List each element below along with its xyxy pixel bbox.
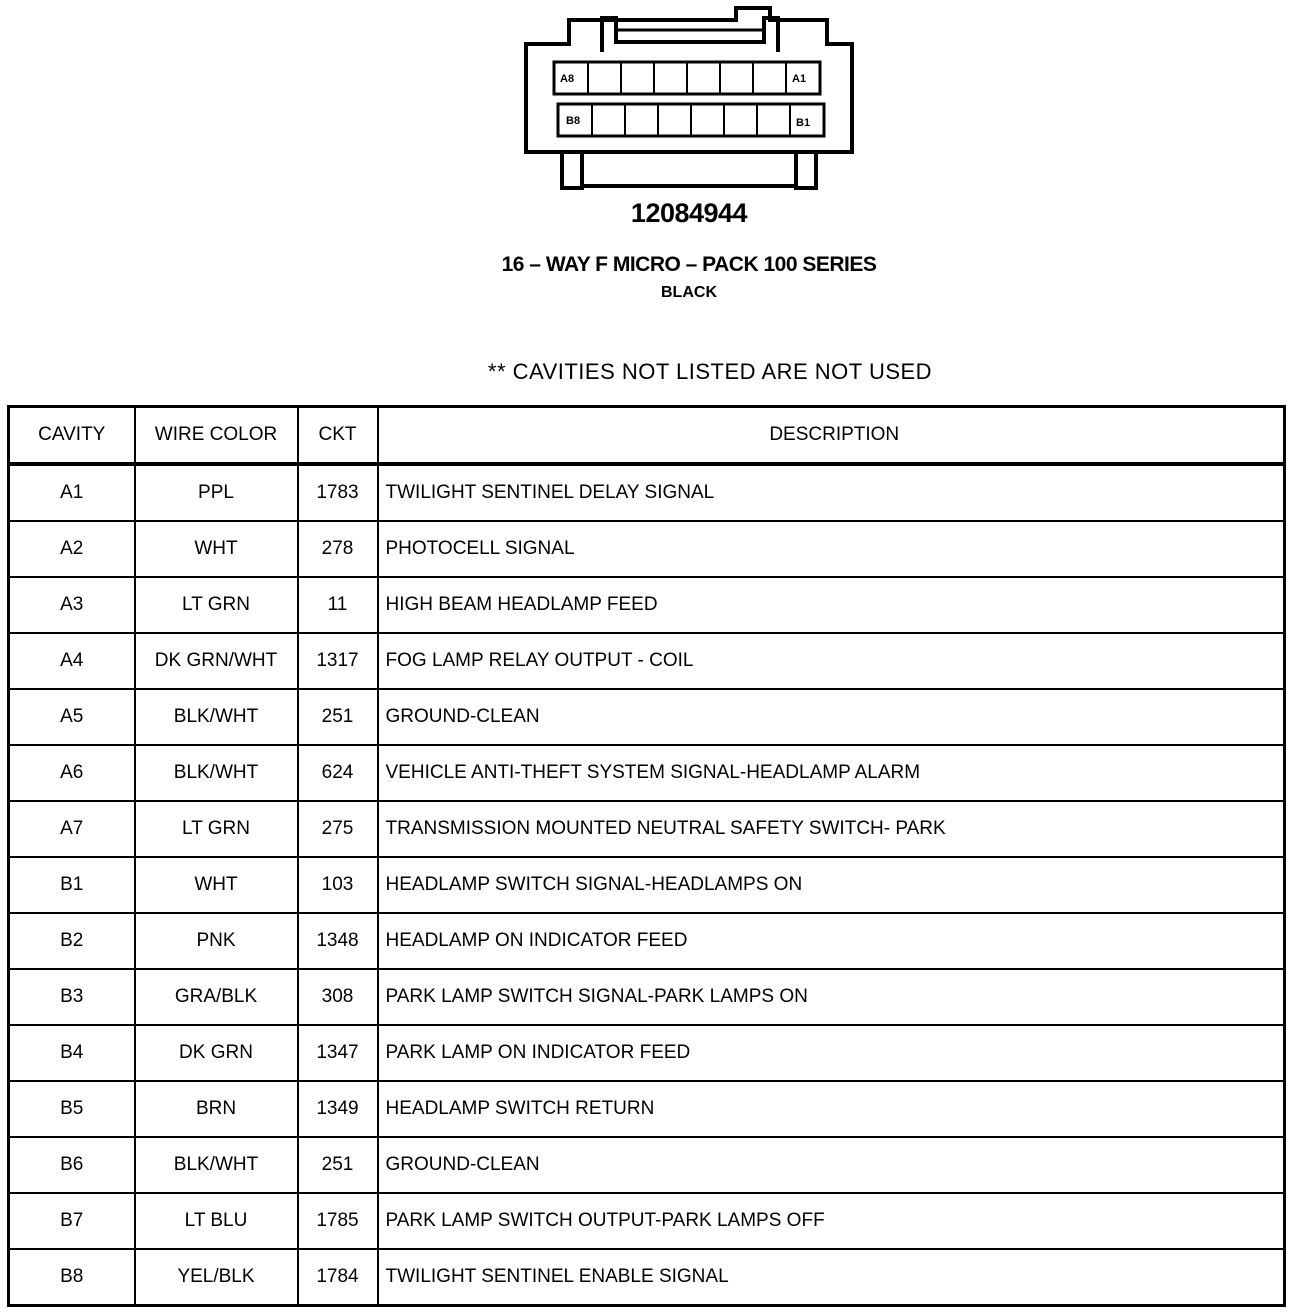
circuit-number-cell: 251 bbox=[298, 1137, 378, 1193]
cavity-cell: B7 bbox=[9, 1193, 135, 1249]
circuit-number-cell: 251 bbox=[298, 689, 378, 745]
description-cell: TWILIGHT SENTINEL ENABLE SIGNAL bbox=[378, 1249, 1285, 1306]
cavity-cell: A6 bbox=[9, 745, 135, 801]
description-cell: HEADLAMP SWITCH SIGNAL-HEADLAMPS ON bbox=[378, 857, 1285, 913]
wire-color-cell: PPL bbox=[135, 464, 298, 521]
description-cell: PARK LAMP SWITCH SIGNAL-PARK LAMPS ON bbox=[378, 969, 1285, 1025]
connector-face-diagram bbox=[524, 6, 854, 194]
part-number: 12084944 bbox=[630, 198, 748, 228]
description-cell: FOG LAMP RELAY OUTPUT - COIL bbox=[378, 633, 1285, 689]
cavity-cell: A3 bbox=[9, 577, 135, 633]
table-row bbox=[9, 745, 1285, 801]
circuit-number-cell: 1348 bbox=[298, 913, 378, 969]
wire-color-cell: DK GRN bbox=[135, 1025, 298, 1081]
cavity-cell: B4 bbox=[9, 1025, 135, 1081]
table-row bbox=[9, 857, 1285, 913]
table-row bbox=[9, 577, 1285, 633]
circuit-number-cell: 275 bbox=[298, 801, 378, 857]
unused-cavities-note: ** CAVITIES NOT LISTED ARE NOT USED bbox=[487, 359, 933, 384]
header-wire-color: WIRE COLOR bbox=[135, 407, 298, 465]
connector-name: 16 – WAY F MICRO – PACK 100 SERIES bbox=[501, 253, 877, 276]
cavity-cell: B5 bbox=[9, 1081, 135, 1137]
cavity-cell: B1 bbox=[9, 857, 135, 913]
description-cell: PARK LAMP ON INDICATOR FEED bbox=[378, 1025, 1285, 1081]
header-cavity: CAVITY bbox=[9, 407, 135, 465]
table-row bbox=[9, 1193, 1285, 1249]
wire-color-cell: YEL/BLK bbox=[135, 1249, 298, 1306]
wire-color-cell: BLK/WHT bbox=[135, 745, 298, 801]
wire-color-cell: DK GRN/WHT bbox=[135, 633, 298, 689]
circuit-number-cell: 1785 bbox=[298, 1193, 378, 1249]
cavity-cell: A4 bbox=[9, 633, 135, 689]
connector-latch bbox=[602, 18, 778, 52]
cavity-label-b8: B8 bbox=[566, 115, 581, 127]
wire-color-cell: LT GRN bbox=[135, 577, 298, 633]
connector-leg-left bbox=[562, 152, 582, 188]
description-cell: PARK LAMP SWITCH OUTPUT-PARK LAMPS OFF bbox=[378, 1193, 1285, 1249]
circuit-number-cell: 308 bbox=[298, 969, 378, 1025]
description-cell: GROUND-CLEAN bbox=[378, 1137, 1285, 1193]
circuit-number-cell: 1347 bbox=[298, 1025, 378, 1081]
cavity-cell: A2 bbox=[9, 521, 135, 577]
table-row bbox=[9, 1137, 1285, 1193]
wire-color-cell: GRA/BLK bbox=[135, 969, 298, 1025]
cavity-cell: B8 bbox=[9, 1249, 135, 1306]
cavity-cell: B6 bbox=[9, 1137, 135, 1193]
circuit-number-cell: 1317 bbox=[298, 633, 378, 689]
header-ckt: CKT bbox=[298, 407, 378, 465]
cavity-label-b1: B1 bbox=[796, 117, 811, 129]
circuit-number-cell: 1784 bbox=[298, 1249, 378, 1306]
connector-color: BLACK bbox=[661, 284, 717, 301]
description-cell: PHOTOCELL SIGNAL bbox=[378, 521, 1285, 577]
circuit-number-cell: 624 bbox=[298, 745, 378, 801]
wire-color-cell: WHT bbox=[135, 857, 298, 913]
wire-color-cell: BLK/WHT bbox=[135, 1137, 298, 1193]
connector-leg-right bbox=[796, 152, 816, 188]
table-row bbox=[9, 464, 1285, 521]
table-row bbox=[9, 633, 1285, 689]
wire-color-cell: BRN bbox=[135, 1081, 298, 1137]
circuit-number-cell: 1349 bbox=[298, 1081, 378, 1137]
header-description: DESCRIPTION bbox=[378, 407, 1285, 465]
wire-color-cell: PNK bbox=[135, 913, 298, 969]
cavity-label-a1: A1 bbox=[792, 73, 807, 85]
table-row bbox=[9, 1025, 1285, 1081]
description-cell: GROUND-CLEAN bbox=[378, 689, 1285, 745]
pinout-table bbox=[7, 405, 1286, 1307]
cavity-cell: A7 bbox=[9, 801, 135, 857]
circuit-number-cell: 11 bbox=[298, 577, 378, 633]
cavity-cell: A1 bbox=[9, 464, 135, 521]
description-cell: TWILIGHT SENTINEL DELAY SIGNAL bbox=[378, 464, 1285, 521]
table-row bbox=[9, 1249, 1285, 1306]
wire-color-cell: WHT bbox=[135, 521, 298, 577]
table-row bbox=[9, 689, 1285, 745]
cavity-label-a8: A8 bbox=[560, 73, 575, 85]
table-row bbox=[9, 969, 1285, 1025]
circuit-number-cell: 1783 bbox=[298, 464, 378, 521]
wire-color-cell: LT GRN bbox=[135, 801, 298, 857]
table-row bbox=[9, 913, 1285, 969]
cavity-cell: B3 bbox=[9, 969, 135, 1025]
description-cell: TRANSMISSION MOUNTED NEUTRAL SAFETY SWITCH- PARK bbox=[378, 801, 1285, 857]
table-header-row bbox=[9, 407, 1285, 465]
cavity-cell: A5 bbox=[9, 689, 135, 745]
description-cell: VEHICLE ANTI-THEFT SYSTEM SIGNAL-HEADLAMP ALARM bbox=[378, 745, 1285, 801]
table-row bbox=[9, 521, 1285, 577]
description-cell: HIGH BEAM HEADLAMP FEED bbox=[378, 577, 1285, 633]
circuit-number-cell: 103 bbox=[298, 857, 378, 913]
table-row bbox=[9, 801, 1285, 857]
circuit-number-cell: 278 bbox=[298, 521, 378, 577]
table-row bbox=[9, 1081, 1285, 1137]
wire-color-cell: BLK/WHT bbox=[135, 689, 298, 745]
cavity-cell: B2 bbox=[9, 913, 135, 969]
description-cell: HEADLAMP SWITCH RETURN bbox=[378, 1081, 1285, 1137]
wire-color-cell: LT BLU bbox=[135, 1193, 298, 1249]
description-cell: HEADLAMP ON INDICATOR FEED bbox=[378, 913, 1285, 969]
